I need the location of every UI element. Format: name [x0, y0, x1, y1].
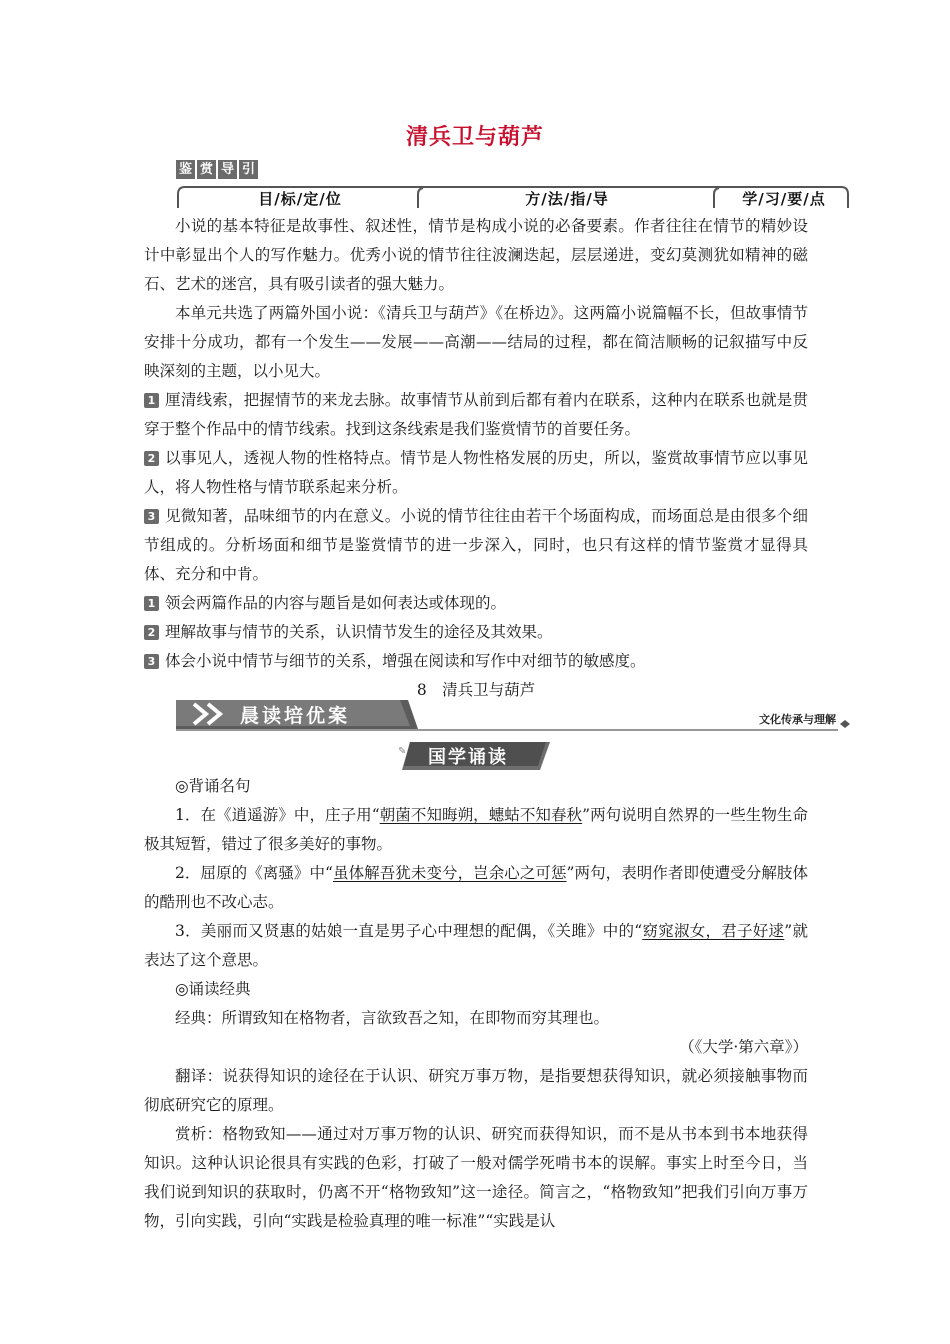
key-point-text: 理解故事与情节的关系，认识情节发生的途径及其效果。 [165, 623, 553, 641]
intro-paragraph: 小说的基本特征是故事性、叙述性，情节是构成小说的必备要素。作者往往在情节的精妙设计中彰显出个人的写作魅力。优秀小说的情节往往波澜迭起，层层递进，变幻莫测犹如精神的磁石、艺术的迷宫，具有吸引读者的强大魅力。 [144, 217, 808, 293]
quote-pre: 3．美丽而又贤惠的姑娘一直是男子心中理想的配偶，《关雎》中的“ [175, 922, 643, 940]
key-point-text: 体会小说中情节与细节的关系，增强在阅读和写作中对细节的敏感度。 [165, 652, 646, 670]
sub-banner-title: 国学诵读 [428, 747, 508, 768]
quote-post: ”两句说明自然界的一些生物生命极其短暂，错过了很多美好的事物。 [144, 806, 808, 853]
classic-source: （《大学·第六章》） [679, 1038, 808, 1056]
key-point-item [144, 618, 808, 647]
intro-paragraph: 本单元共选了两篇外国小说：《清兵卫与葫芦》《在桥边》。这两篇小说篇幅不长，但故事情节安排十分成功，都有一个发生——发展——高潮——结局的过程，都在简洁顺畅的记叙描写中反映深刻的主题，以小见大。 [144, 304, 808, 380]
method-text: 见微知著，品味细节的内在意义。小说的情节往往由若干个场面构成，而场面总是由很多个细节组成的。分析场面和细节是鉴赏情节的进一步深入，同时，也只有这样的情节鉴赏才显得具体、充分和中肯。 [144, 507, 808, 583]
quote-post: ”就表达了这个意思。 [144, 922, 808, 969]
svg-text:✎: ✎ [398, 746, 407, 757]
number-badge: 2 [144, 625, 159, 640]
quote-item [144, 917, 808, 975]
appreciation-text: 赏析：格物致知——通过对万事万物的认识、研究而获得知识，而不是从书本到书本地获得知识。这种认识论很具有实践的色彩，打破了一般对儒学死啃书本的误解。事实上时至今日，当我们说到知识的获取时，仍离不开“格物致知”这一途径。简言之，“格物致知”把我们引向万事万物，引向实践，引向“实践是检验真理的唯一标准”“实践是认 [144, 1125, 808, 1230]
quote-item [144, 859, 808, 917]
key-point-text: 领会两篇作品的内容与题旨是如何表达或体现的。 [165, 594, 507, 612]
banner-title: 晨读培优案 [240, 705, 351, 727]
quote-pre: 1．在《逍遥游》中，庄子用“ [175, 806, 380, 824]
recitation-block [144, 772, 808, 1236]
tab-objectives: 目/标/定/位 [258, 190, 342, 208]
quote-answer: 虽体解吾犹未变兮，岂余心之可惩 [332, 864, 567, 882]
section-banner [176, 696, 850, 732]
method-item [144, 444, 808, 502]
quote-answer: 朝菌不知晦朔，蟪蛄不知春秋 [379, 806, 583, 824]
key-point-item [144, 647, 808, 676]
number-badge: 1 [144, 596, 159, 611]
sub-section-banner [398, 740, 550, 772]
guide-tag-char: 鉴 [176, 160, 195, 179]
method-text: 以事见人，透视人物的性格特点。情节是人物性格发展的历史，所以，鉴赏故事情节应以事见人，将人物性格与情节联系起来分析。 [144, 449, 808, 496]
guide-tag-char: 引 [239, 160, 258, 179]
section-heading: ◎背诵名句 [175, 777, 251, 795]
intro-block [144, 212, 808, 705]
number-badge: 3 [144, 509, 159, 524]
classic-text: 经典：所谓致知在格物者，言欲致吾之知，在即物而穷其理也。 [175, 1009, 610, 1027]
quote-post: ”两句，表明作者即使遭受分解肢体的酷刑也不改心志。 [144, 864, 808, 911]
section-heading: ◎诵读经典 [175, 980, 251, 998]
number-badge: 1 [144, 393, 159, 408]
translation-text: 翻译：说获得知识的途径在于认识、研究万事万物，是指要想获得知识，就必须接触事物而彻底研究它的原理。 [144, 1067, 808, 1114]
quote-answer: 窈窕淑女，君子好逑 [642, 922, 785, 940]
key-point-item [144, 589, 808, 618]
chapter-heading: 8 清兵卫与葫芦 [416, 681, 536, 699]
quote-item [144, 801, 808, 859]
guide-tag [176, 160, 258, 180]
number-badge: 3 [144, 654, 159, 669]
guide-tag-char: 导 [218, 160, 237, 179]
method-item [144, 386, 808, 444]
number-badge: 2 [144, 451, 159, 466]
quote-pre: 2．屈原的《离骚》中“ [175, 864, 333, 882]
tab-key-points: 学/习/要/点 [742, 190, 826, 208]
page-title: 清兵卫与葫芦 [405, 125, 544, 150]
banner-subtitle: 文化传承与理解 [759, 713, 836, 726]
tab-methods: 方/法/指/导 [525, 190, 609, 208]
guide-tab-bar [176, 184, 850, 210]
guide-tag-char: 赏 [197, 160, 216, 179]
method-text: 厘清线索，把握情节的来龙去脉。故事情节从前到后都有着内在联系，这种内在联系也就是贯穿于整个作品中的情节线索。找到这条线索是我们鉴赏情节的首要任务。 [144, 391, 808, 438]
method-item [144, 502, 808, 589]
